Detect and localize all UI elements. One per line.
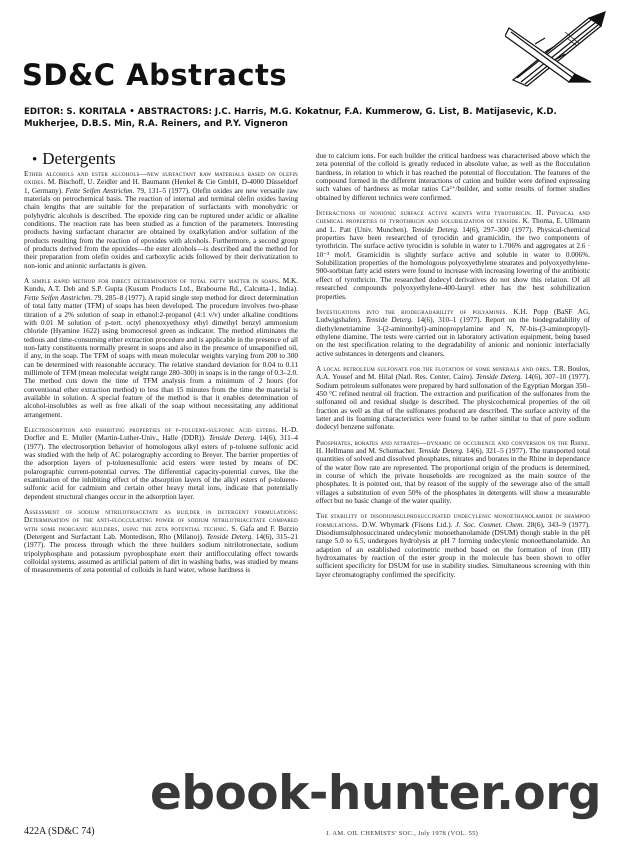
abstract-entry (316, 308, 590, 358)
abstract-authors: H.-D. Dorfler and E. Muller (Martin-Luther-Univ., Halle (DDR)). (24, 425, 298, 443)
abstract-citation: 14(6), 315–21 (1977). (24, 533, 298, 550)
abstract-entry (24, 508, 298, 575)
journal-footer-line: J. AM. OIL CHEMISTS' SOC., July 1978 (VOL. 55) (326, 830, 479, 837)
abstract-authors: H. Hellmann and M. Schumacher. (316, 447, 419, 455)
abstract-body: Olefin oxides are new versatile raw materials on petrochemical basis. The reaction of internal and terminal olefin oxides having chain lengths that are suitable for the preparation of surfactants with monohydric or polyhydric alcohols is described. The epoxide ring can be ruptured under acidic or alkaline conditions. The reaction rate has been studied as a function of the parameters. Interesting products having surfactant character are obtained by oxalkylation and/or sulfation of the products resulting from the reaction of epoxides with alcohols. Furthermore, a second group of products derived from the epoxides—the ester alcohols—is described and the method for their preparation from olefin oxides and carboxylic acids followed by their derivatization to non-ionic and anionic surfactants is given. (24, 186, 299, 270)
abstract-entry (316, 365, 590, 432)
left-column (24, 170, 298, 582)
abstract-entry (24, 426, 298, 501)
abstract-citation: 14(6), 310–1 (1977). (412, 316, 486, 325)
abstract-title: A simple rapid method for direct determination of total fatty matter in soaps. (24, 277, 280, 286)
abstract-journal: Tenside Deterg. (411, 225, 459, 234)
abstract-journal: Tenside Deterg. (365, 316, 413, 325)
abstract-body: The transported total quantities of solved and dissolved phosphates, nitrates and borates in the Rhine in dependance of the water flow rate are represented. The proportional origin of the products is determined, in course of which the private households are recognized as the main source of the phosphates. It is pointed out, that by reason of the supply of the sewerage also of the small villages a substitution of even 50% of the phosphates in detergents will show a measurable effect but no basic change of the water quality. (316, 447, 591, 506)
abstract-authors: K.H. Popp (BaSF AG, Ludwigshafen). (316, 307, 590, 325)
abstract-authors: M. Bischoff, U. Zeidler and H. Baumann (Henkel & Cie GmbH, D-4000 Düsseldorf 1, Germany). (24, 178, 298, 195)
abstract-authors: D.W. Whymark (Fisons Ltd.). (359, 520, 456, 529)
abstract-citation: 28(6), 343–9 (1977). (524, 520, 590, 529)
section-bullet: • (32, 152, 38, 168)
abstract-body: The process through which the three builders sodium nitrilotronectate, sodium tripolyphosphate and potassium pyrophosphate exert their antiflocculating effect towards colloidal systems, assumed as artificial pattern of dirt in washing baths, was studied by means of measurements of zeta potential of colloids in hard water, whose hardness is (24, 541, 298, 575)
abstract-title: Assessment of sodium nitrilotriacetate as builder in detergent formulations: Determination of the anti-flocculating power of sodium nitrilotriacetate compared with some inorganic builders, using the zeta potential technic. (24, 508, 298, 533)
abstract-journal: Tenside Deterg. (206, 533, 254, 542)
abstract-title: Electrosorption and inhibiting properties of p-toluene-sulfonic acid esters. (24, 425, 278, 434)
abstract-citation: 14(6), 297–300 (1977). (458, 225, 537, 234)
abstract-title: Phosphates, borates and nitrates—dynamic of occurence and conversion on the Rhine. (316, 438, 590, 447)
abstract-body: A rapid single step method for direct determination of total fatty matter (TFM) of soaps has been developed. The procedure involves two-phase titration of a 2% solution of soap in ethanol:2-propanol (4:1 v/v) under alkaline conditions with 0.01 M solution of p-tert. octyl phenoxyethoxy ethyl dimethyl benzyl ammonium chloride (Hyamine 1622) using bromocresol green as indicator. The method eliminates the tedious and time-consuming ether extraction procedure and is applicable in the presence of all non-fatty constituents normally present in soaps and also in the presence of unsaponified oil, if any, in the soap. The TFM of soaps with mean molecular weights varying from 200 to 300 can be determined with reasonable accuracy. The relative standard deviation for 0.04 to 0.11 millimole of TFM (mean molecular weight range 280–300) in soaps is in the range of 0.3–2.0. The method cuts down the time of TFM analysis from a minimum of 2 hours (for conventional ether extraction method) to less than 15 minutes from the time the material is available in solution. A special feature of the method is that it enables determination of alcohol-insolubles as well as free alkali of the soap without necessitating any additional arrangement. (24, 293, 298, 419)
section-title: Detergents (42, 149, 116, 168)
abstract-title: Interactions of nonionic surface active agents with tyrothricin. II. Physical and chemical properties of tyrothricin and solubilization of tenside. (316, 209, 590, 226)
abstract-citation: 79, 131–5 (1977). (134, 186, 193, 195)
abstract-journal: Fette Seifen Anstrichm. (24, 293, 93, 302)
pen-nib-illustration-icon (505, 8, 613, 88)
editor-credits: EDITOR: S. KORITALA • ABSTRACTORS: J.C. Harris, M.G. Kokatnur, F.A. Kummerow, G. List, B. Matijasevic, K.D. Mukherjee, D.B.S. Min, R.A. Reiners, and P.Y. Vigneron (24, 107, 557, 129)
abstract-entry (24, 277, 298, 419)
abstract-citation: 14(6), 307–10 (1977). (522, 373, 590, 382)
abstract-body: Disodiumsulphosuccinated undecylenic monoethanolamide (DSUM) though stable in the pH range 5.0 to 6.5, undergoes hydrolysis at pH 7 forming undecylenic monoethanolamide. An adaption of an established colorimetric method based on the formation of iron (III) hydroxamates by reaction of the ester group in the molecule has been shown to offer sufficient specificity for DSUM for use in stability studies. Simultaneous screening with thin layer chromatography confirmed the specificity. (316, 529, 590, 579)
abstract-body: due to calcium ions. For each builder the critical hardness was characterised above which the zeta potential of the colloid is greatly reduced in absolute value, as well as the flocculation hardness, in relation to which it has reached the potential of flocculation. The features of the compound formed in the different interactions of cation and builder were defined expressing such values of hardness as molar ratios Ca²⁺/builder, and some results of former studies obtained by different technics were confirmed. (316, 152, 590, 202)
abstract-journal: Fette Seifen Anstrichm. (65, 186, 135, 195)
abstract-entry (316, 512, 590, 579)
abstract-authors: T.R. Boulos, A.A. Yousef and M. Hilal (Natl. Res. Center, Cairo). (316, 364, 590, 382)
page-title: SD&C Abstracts (22, 58, 288, 92)
abstract-body: Report on the biodegradability of diethylenetriamine 3-(2-aminoethyl)-aminopropylamine and N, N'-bis-(3-aminopropyl)-ethylene diamine. The tests were carried out in laboratory activation equipment, being based on the test specification relating to the degradability of anionic and nonionic interfacially active substances in detergents and cleaners. (316, 316, 590, 358)
abstract-body: Physical-chemical properties have been researched of tyrocidin and gramicidin, the two components of tyrothricin. The surface active tyrocidin is soluble in water to 1.706% and aggregates at 2.6 · 10⁻³ mol/l. Gramicidin is slightly surface active and soluble in water to 0.006%. Solubilization properties of the homologous polyoxyethylene stearates and polyoxyethylene-900-sorbitan fatty acid esters were found to increase with increasing lowering of the antibiotic effect of tyrothricin. The researched dodecyl derivatives do not show this relation. Of all researched compounds polyoxyethylene-400-lauryl ether has the best solubilization properties. (316, 225, 590, 301)
abstract-authors: M.K. Kundu, A.T. Deb and S.P. Gupta (Kusum Products Ltd., Brabourne Rd., Calcutta-1, India). (24, 277, 298, 294)
abstract-body: The electrosorption behavior of homologous alkyl esters of p-toluene sulfonic acid was studied with the help of AC polarography according to Breyer. The barrier properties of the adsorption layers of p-toluenesulfonic acid esters were tested by means of DC polarographic current-potential curves. The differential capacity-potential curves, like the examination of the inhibiting effect of the absorption layers of the alkyl esters of p-toluene-sulfonic acid for cadmium and certain other heavy metal ions, indicate that potentially dependent structural changes occur in the adsorption layer. (24, 442, 298, 501)
abstract-journal: Tenside Deterg. (476, 373, 523, 382)
abstract-title: Ether alcohols and ester alcohols—new surfactant raw materials based on olefin oxides. (24, 170, 298, 187)
abstract-authors: K. Thoma, E. Ullmann and L. Patt (Univ. Munchen). (316, 217, 590, 234)
abstract-title: The stability of disodiumsulphosuccinated undecylenic monoethanolamide in shampoo formulations. (316, 512, 590, 529)
abstract-entry (24, 170, 298, 270)
abstract-entry (316, 209, 590, 301)
abstract-body: Sodium petroleum sulfonates were prepared by hard sulfonation of the Egyptian Morgan 350–450 °C refined neutral oil fraction. The extraction and purification of the sulfonates from the sulfonated oil and residual sludge is described. The physicochemical properties of the oil fraction as well as that of the sulfonates produced are described. The surface activity of the latter and its foaming characteristics were found to be rather similar to that of pure sodium dodecyl benzene sulfonate. (316, 381, 590, 432)
abstract-journal: Tenside Deterg. (209, 434, 256, 443)
abstract-citation: 14(6), 321–5 (1977). (463, 447, 529, 455)
abstract-journal: Tenside Deterg. (418, 447, 464, 455)
abstract-journal: J. Soc. Cosmet. Chem. (455, 520, 525, 529)
abstract-authors: S. Gafa and F. Burzio (Detergent and Surfactant Lab. Montedison, Rho (Milano)). (24, 524, 298, 542)
abstract-continuation (316, 152, 590, 202)
abstract-citation: 79, 285–8 (1977). (92, 293, 149, 302)
abstract-title: A local petroleum sulfonate for the flotation of some minerals and ores. (316, 364, 552, 373)
abstract-entry (316, 439, 590, 506)
right-column (316, 152, 590, 586)
abstract-citation: 14(6), 311–4 (1977). (24, 434, 298, 451)
page-number-label: 422A (SD&C 74) (24, 826, 95, 837)
abstract-title: Investigations into the biodegradability of polyamines. (316, 307, 508, 316)
watermark-text: ebook-hunter.org (150, 766, 602, 821)
section-heading (32, 149, 116, 169)
